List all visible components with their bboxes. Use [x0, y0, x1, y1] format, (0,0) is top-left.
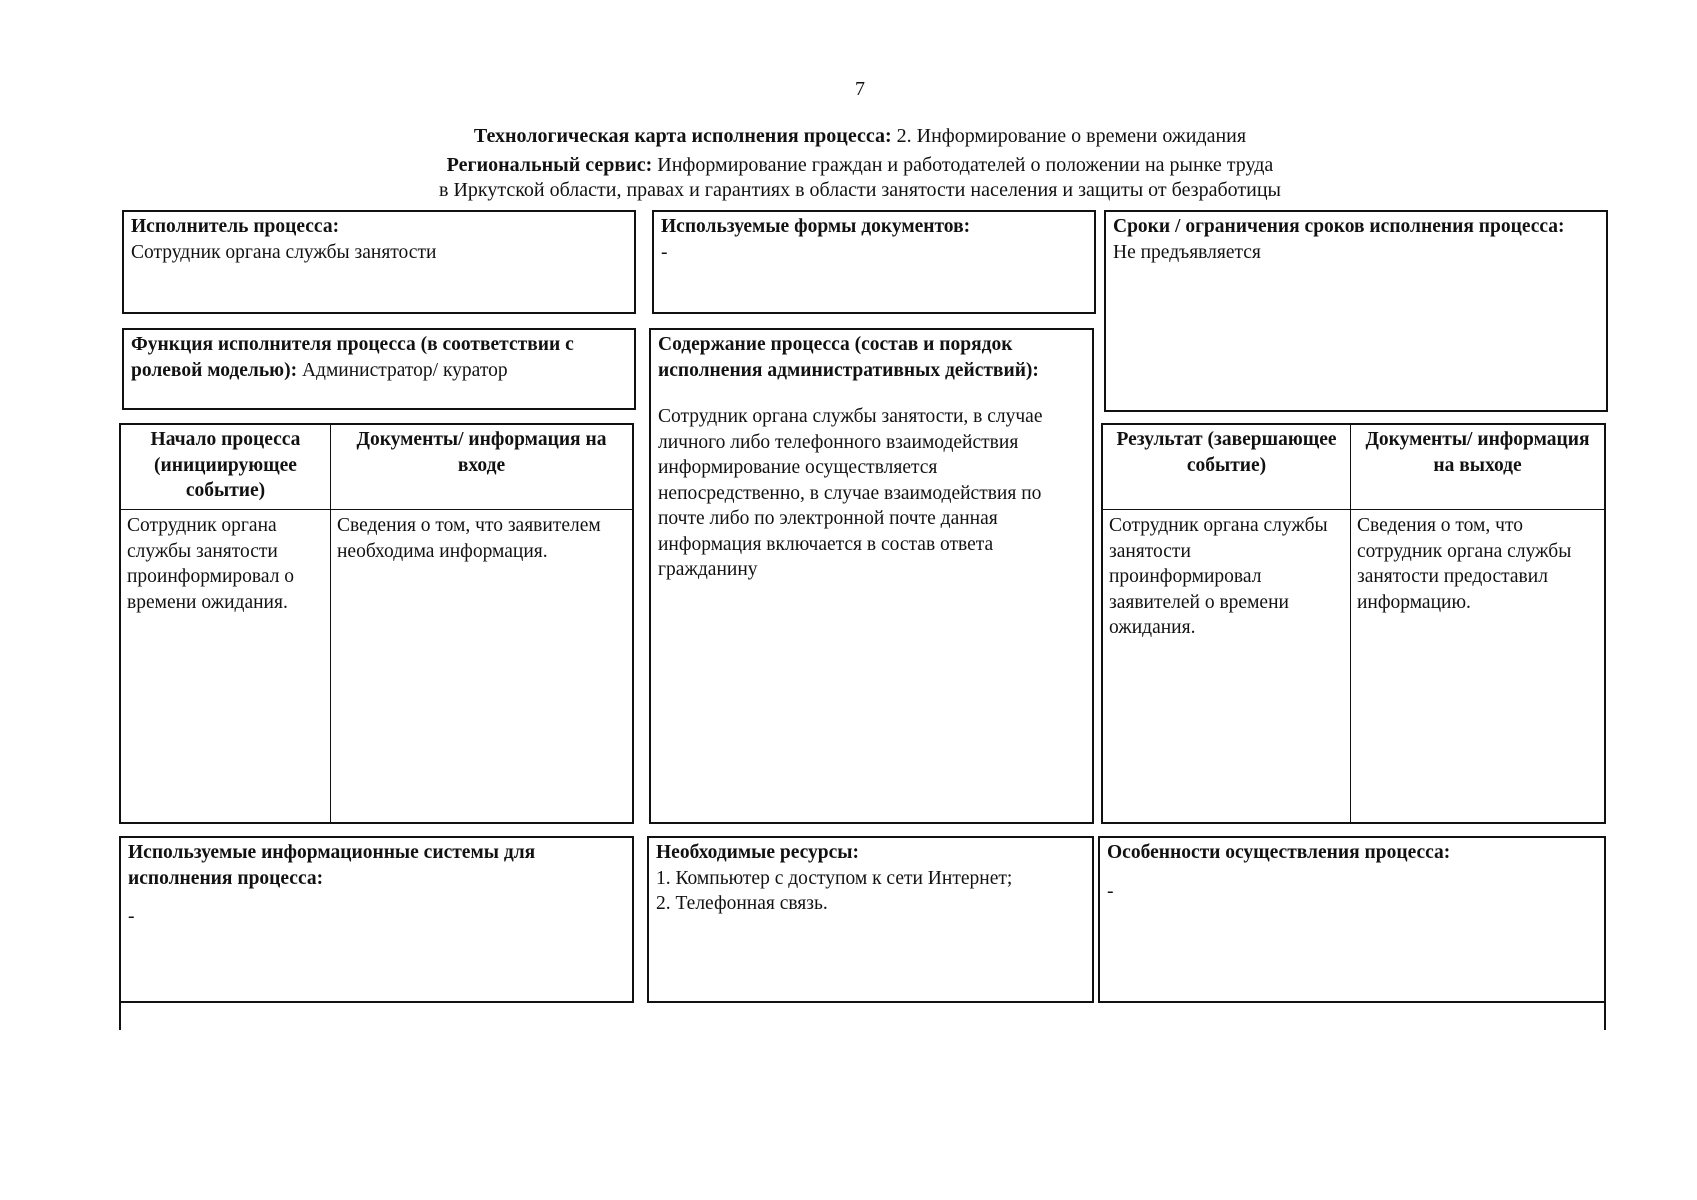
- deadlines-box: [1104, 210, 1608, 412]
- title-value: 2. Информирование о времени ожидания: [896, 125, 1247, 147]
- features-value: -: [1107, 880, 1114, 902]
- forms-value: -: [661, 241, 668, 263]
- page-number: 7: [855, 78, 865, 100]
- content-label: Содержание процесса (состав и порядок исполнения административных действий):: [658, 334, 1039, 381]
- forms-box: [652, 210, 1096, 314]
- deadlines-label: Сроки / ограничения сроков исполнения процесса:: [1113, 216, 1565, 237]
- content-value: Сотрудник органа службы занятости, в случае личного либо телефонного взаимодействия информирование осуществляется непосредственно, в случае взаимодействия по почте либо по электронной почте данная информация включается в состав ответа гражданину: [658, 406, 1043, 580]
- deadlines-value: Не предъявляется: [1113, 241, 1261, 263]
- features-box: [1098, 836, 1606, 1003]
- start-header-event: Начало процесса (инициирующее событие): [150, 429, 301, 501]
- start-cell-docs: Сведения о том, что заявителем необходима информация.: [337, 515, 601, 562]
- features-label: Особенности осуществления процесса:: [1107, 842, 1451, 863]
- start-cell-event: Сотрудник органа службы занятости проинформировал о времени ожидания.: [127, 515, 295, 613]
- executor-value: Сотрудник органа службы занятости: [131, 241, 437, 263]
- resource-item-2: 2. Телефонная связь.: [656, 893, 828, 914]
- service-label: Региональный сервис:: [446, 154, 653, 176]
- resource-item-1: 1. Компьютер с доступом к сети Интернет;: [656, 867, 1013, 889]
- resources-box: [647, 836, 1094, 1003]
- result-header-event: Результат (завершающее событие): [1116, 429, 1337, 476]
- executor-label: Исполнитель процесса:: [131, 216, 340, 237]
- forms-label: Используемые формы документов:: [661, 216, 971, 237]
- service-value: Информирование граждан и работодателей о положении на рынке труда: [657, 154, 1274, 176]
- title-line-1: [0, 124, 1697, 149]
- title-line-3: в Иркутской области, правах и гарантиях в области занятости населения и защиты от безработицы: [439, 179, 1281, 201]
- function-box: [122, 328, 636, 410]
- start-header-docs: Документы/ информация на входе: [356, 429, 607, 476]
- continuation-line-right: [1604, 1003, 1606, 1030]
- info-systems-box: [119, 836, 634, 1003]
- start-table: [119, 423, 634, 824]
- executor-box: [122, 210, 636, 314]
- start-table-header-line: [121, 509, 632, 510]
- resources-label: Необходимые ресурсы:: [656, 842, 860, 863]
- function-label: Функция исполнителя процесса (в соответствии с ролевой моделью):: [131, 334, 574, 381]
- title-label: Технологическая карта исполнения процесса:: [473, 125, 892, 147]
- result-table-header-line: [1103, 509, 1604, 510]
- info-systems-label: Используемые информационные системы для исполнения процесса:: [128, 842, 536, 889]
- continuation-line-left: [119, 1003, 121, 1030]
- result-cell-docs: Сведения о том, что сотрудник органа службы занятости предоставил информацию.: [1357, 515, 1572, 613]
- result-table: [1101, 423, 1606, 824]
- content-box: [649, 328, 1094, 824]
- result-header-docs: Документы/ информация на выходе: [1365, 429, 1590, 476]
- title-line-2: [0, 153, 1697, 178]
- result-cell-event: Сотрудник органа службы занятости проинформировал заявителей о времени ожидания.: [1109, 515, 1328, 638]
- info-systems-value: -: [128, 906, 135, 927]
- function-value: Администратор/ куратор: [301, 359, 508, 381]
